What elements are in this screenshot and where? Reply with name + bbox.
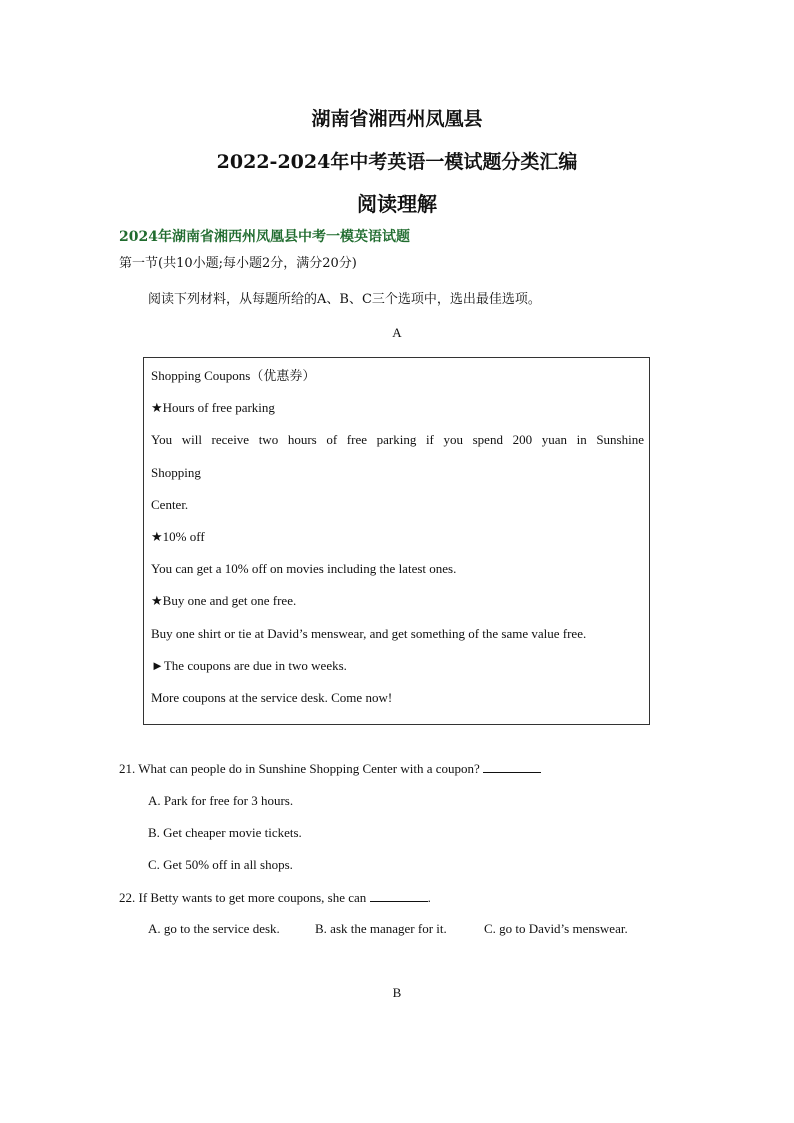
option: C. Get 50% off in all shops. [148, 857, 293, 872]
coupon-title: Shopping Coupons（优惠券） [151, 368, 316, 383]
answer-blank [483, 760, 541, 773]
option: A. Park for free for 3 hours. [148, 793, 294, 808]
question-stem-end: . [427, 890, 431, 905]
coupon-line: ►The coupons are due in two weeks. [151, 658, 347, 673]
coupon-line: More coupons at the service desk. Come now! [151, 690, 393, 705]
coupon-line: ★Hours of free parking [151, 400, 275, 415]
section-info: 第一节(共10小题;每小题2分，满分20分) [119, 256, 357, 271]
document-title-region: 湖南省湘西州凤凰县 [311, 108, 483, 130]
question-stem: 21. What can people do in Sunshine Shopping Center with a coupon? [119, 761, 480, 776]
option: A. go to the service desk. [148, 921, 280, 936]
option: B. ask the manager for it. [315, 921, 447, 936]
document-title-topic: 阅读理解 [357, 192, 437, 216]
instruction-text: 阅读下列材料，从每题所给的A、B、C三个选项中，选出最佳选项。 [148, 292, 541, 307]
coupon-line: You will receive two hours of free parking if you spend 200 yuan in Sunshine [151, 432, 644, 447]
passage-label-b: B [392, 985, 402, 1000]
option: B. Get cheaper movie tickets. [148, 825, 302, 840]
question-22 [119, 889, 431, 906]
option: C. go to David’s menswear. [484, 921, 628, 936]
section-heading: 2024年湖南省湘西州凤凰县中考一模英语试题 [119, 229, 410, 245]
coupon-line: ★10% off [151, 529, 205, 544]
coupon-line: Buy one shirt or tie at David’s menswear, and get something of the same value free. [151, 626, 587, 641]
document-title-subject: 2022-2024年中考英语一模试题分类汇编 [216, 151, 578, 173]
passage-label-a: A [392, 325, 402, 340]
coupon-box [143, 357, 650, 725]
question-stem: 22. If Betty wants to get more coupons, she can [119, 890, 367, 905]
coupon-line: Center. [151, 497, 189, 512]
question-21 [119, 760, 541, 777]
answer-blank [370, 889, 428, 902]
coupon-line: ★Buy one and get one free. [151, 593, 297, 608]
coupon-line: Shopping [151, 465, 201, 480]
coupon-line: You can get a 10% off on movies including the latest ones. [151, 561, 457, 576]
